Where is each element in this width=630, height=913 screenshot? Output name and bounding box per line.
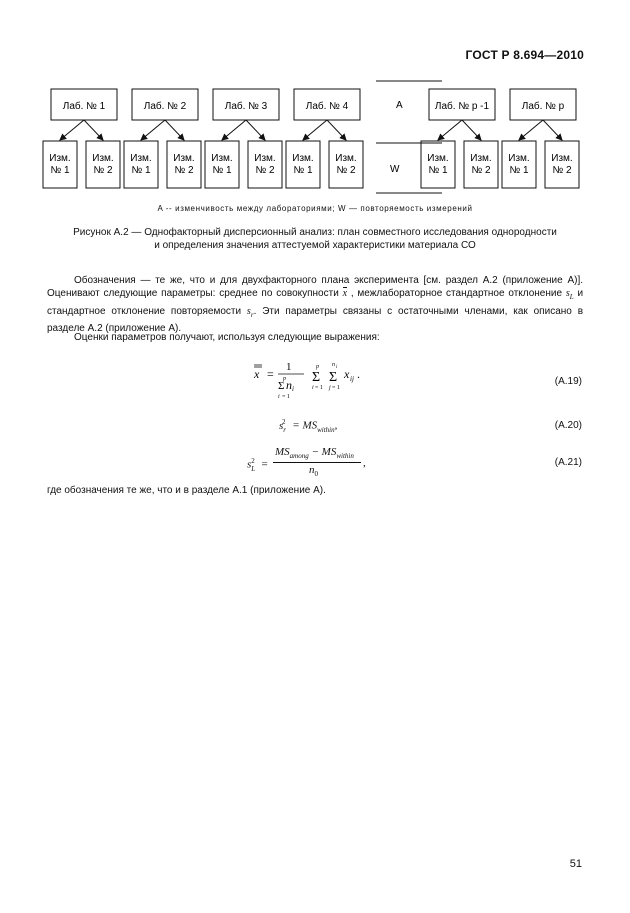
measurement-label: № 2 [174,165,194,176]
sr-symbol: $s_r$ [246,305,254,319]
measurement-label: № 2 [471,165,491,176]
p1-part-b: , межлабораторное стандартное отклонение [350,288,563,300]
eq-a21-ms-within: − MS [311,446,337,458]
p1-part-d: . Эти параметры связаны с остаточными членами, как описано в разделе А.2 (приложение А). [47,305,584,335]
figure-legend: A -- изменчивость между лабораториями; W — повторяемость измерений [157,204,473,213]
svg-text:n: n [286,378,292,392]
arrow [222,120,246,140]
lab-group-6 [502,89,579,188]
svg-text:x: x [344,367,350,381]
measurement-label: № 1 [428,165,448,176]
measurement-label: Изм. [292,153,314,164]
measurement-label: Изм. [92,153,114,164]
measurement-label: Изм. [254,153,276,164]
equation-a19 [250,356,390,406]
measurement-label: № 2 [336,165,356,176]
lab-label: Лаб. № p -1 [434,101,490,112]
arrow [519,120,543,140]
measurement-label: Изм. [173,153,195,164]
measurement-label: Изм. [470,153,492,164]
measurement-label: № 1 [509,165,529,176]
svg-text:i: i [278,394,280,400]
arrow [327,120,346,140]
arrow [165,120,184,140]
paragraph-estimates: Оценки параметров получают, используя следующие выражения: [74,332,380,343]
lab-label: Лаб. № 2 [143,101,187,112]
eq-a20-rhs: = MS [292,419,318,432]
arrow [303,120,327,140]
measurement-label: № 2 [255,165,275,176]
w-label: W [390,164,400,175]
eq-a19-number: (A.19) [554,376,582,387]
eq-a20-sub: within [317,425,335,434]
eq-a21-lhs: $s_L^2$ = [247,457,268,473]
svg-text:=: = [267,367,274,381]
grand-mean-symbol: x [342,288,348,300]
arrow [84,120,103,140]
measurement-label: Изм. [49,153,71,164]
arrow [543,120,562,140]
measurement-label: Изм. [335,153,357,164]
measurement-label: № 1 [50,165,70,176]
svg-text:= 1: = 1 [332,385,340,391]
arrow [438,120,462,140]
svg-text:n: n [332,362,335,368]
svg-text:p: p [316,364,319,370]
svg-text:Σ: Σ [312,370,321,385]
svg-text:ij: ij [350,375,354,383]
equation-a20: $s_r^2 = MS_{within}$, [279,418,338,434]
eq-a21-sub-within: within [336,452,354,461]
svg-text:x: x [254,367,260,381]
eq-a21-ms-among: MS [275,446,290,458]
svg-text:i: i [312,385,314,391]
measurement-label: Изм. [130,153,152,164]
svg-text:.: . [357,367,360,381]
svg-text:i: i [336,365,338,370]
lab-group-3 [205,89,282,188]
arrow [141,120,165,140]
arrow [246,120,265,140]
measurement-label: Изм. [551,153,573,164]
measurement-label: № 1 [293,165,313,176]
lab-group-5 [421,89,498,188]
caption-line-2: и определения значения аттестуемой характеристики материала СО [154,240,476,251]
eq-a21-number: (A.21) [554,457,582,468]
measurement-label: Изм. [211,153,233,164]
figure-caption [50,226,580,252]
svg-text:1: 1 [286,361,292,373]
svg-text:= 1: = 1 [315,385,323,391]
lab-group-1 [43,89,120,188]
measurement-label: № 2 [552,165,572,176]
page-number: 51 [569,858,582,870]
lab-label: Лаб. № 4 [305,101,349,112]
measurement-label: № 2 [93,165,113,176]
lab-group-2 [124,89,201,188]
a-label: A [396,100,403,111]
sL-symbol: $s_L$ [565,288,574,302]
design-diagram [0,0,630,200]
p1-part-c: и стандартное отклонение повторяемости [47,288,584,317]
p1-part-a: Обозначения — те же, что и для двухфакторного плана эксперимента [см. раздел А.2 (приложение А)]. Оценивают следующие параметры: среднее по совокупности [47,275,583,300]
measurement-label: Изм. [508,153,530,164]
measurement-label: Изм. [427,153,449,164]
paragraph-notation [47,274,583,336]
svg-text:= 1: = 1 [282,394,290,400]
svg-text:i: i [292,385,294,393]
measurement-label: № 1 [212,165,232,176]
eq-a21-numerator [275,446,354,460]
eq-a21-sub-among: among [289,452,309,461]
svg-text:p: p [283,376,286,382]
eq-a21-fraction-bar [273,462,361,463]
eq-a21-denominator: $n_0$ [309,464,318,479]
lab-group-4 [286,89,363,188]
lab-label: Лаб. № 1 [62,101,106,112]
caption-line-1: Рисунок A.2 — Однофакторный дисперсионный анализ: план совместного исследования однородности [73,227,557,238]
eq-a20-lhs: $s_r^2$ [279,418,287,434]
svg-text:Σ: Σ [329,370,338,385]
measurement-label: № 1 [131,165,151,176]
paragraph-where: где обозначения те же, что и в разделе А.1 (приложение А). [47,485,326,496]
arrow [60,120,84,140]
svg-text:Σ: Σ [278,380,285,392]
lab-label: Лаб. № p [521,101,565,112]
lab-label: Лаб. № 3 [224,101,268,112]
eq-a20-number: (A.20) [554,420,582,431]
arrow [462,120,481,140]
svg-text:j: j [329,385,331,391]
document-id: ГОСТ Р 8.694—2010 [465,48,584,62]
